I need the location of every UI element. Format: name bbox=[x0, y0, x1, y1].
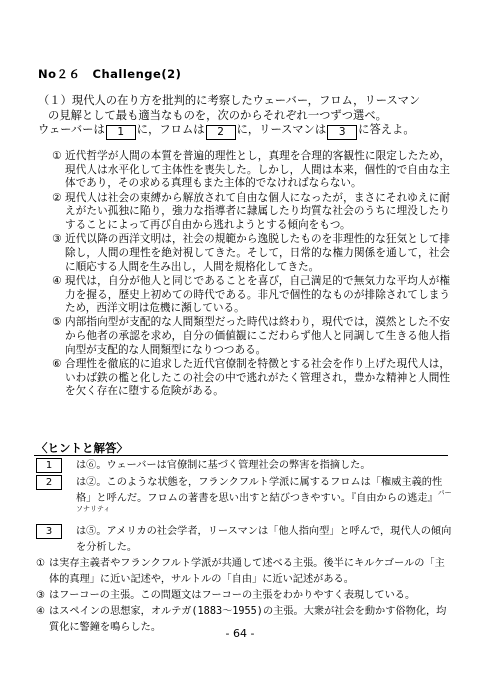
question-text bbox=[38, 94, 450, 140]
question-line-1: （１）現代人の在り方を批判的に考察したウェーバー，フロム，リースマン bbox=[38, 94, 421, 107]
ruby-annotation: パーソナリティ bbox=[76, 489, 452, 513]
note-text: はフーコーの主張。この問題文はフーコーの主張をわかりやすく表現している。 bbox=[49, 590, 416, 601]
option-2 bbox=[52, 192, 450, 233]
hint-text-3: は⑤。アメリカの社会学者，リースマンは「他人指向型」と呼んで，現代人の傾向を分析した。 bbox=[76, 526, 452, 553]
option-text: 現代は，自分が他人と同じであることを喜び，自己満足的で無気力な平均人が権力を握る，歴史上初めての時代である。非凡で個性的なものが排除されてしまうため，西洋文明は危機に瀕している。 bbox=[65, 274, 450, 315]
answer-blank-2[interactable]: 2 bbox=[206, 125, 236, 140]
page-number: - 64 - bbox=[225, 627, 255, 640]
hints-heading: 〈ヒントと解答〉 bbox=[36, 441, 128, 455]
hint-box-3: 3 bbox=[36, 524, 62, 539]
option-text: 現代人は社会の束縛から解放されて自由な個人になったが，まさにそれゆえに耐えがたい孤独に陥り，強力な指導者に隷属したり均質な社会のうちに埋没したりすることによって再び自由から逃れようとする傾向をもつ。 bbox=[65, 191, 450, 232]
option-marker: ⑤ bbox=[52, 316, 62, 329]
prompt-riesman: に，リースマンは bbox=[236, 123, 327, 136]
hint-row-2 bbox=[36, 475, 452, 523]
note-marker: ① bbox=[36, 558, 46, 569]
answer-blank-1[interactable]: 1 bbox=[106, 125, 136, 140]
option-1 bbox=[52, 150, 450, 191]
option-marker: ② bbox=[52, 191, 62, 204]
question-line-3 bbox=[38, 123, 450, 140]
prompt-fromm: に，フロムは bbox=[136, 123, 205, 136]
option-6 bbox=[52, 358, 450, 399]
option-5 bbox=[52, 316, 450, 357]
option-text: 近代以降の西洋文明は，社会の規範から逸脱したものを非理性的な狂気として排除し，人間の理性を絶対視してきた。そして，日常的な権力関係を通して，社会に順応する人間を生み出し，人間を規格化してきた。 bbox=[65, 233, 450, 273]
hint-row-1 bbox=[36, 458, 452, 474]
hint-note-1 bbox=[36, 556, 452, 588]
option-4 bbox=[52, 275, 450, 316]
hint-note-3 bbox=[36, 588, 452, 604]
note-text: はスペインの思想家，オルテガ(1883～1955)の主張。大衆が社会を動かす俗物化，均質化に警鐘を鳴らした。 bbox=[49, 606, 447, 633]
option-marker: ① bbox=[52, 150, 62, 162]
answer-options bbox=[52, 150, 450, 400]
hint-box-1: 1 bbox=[36, 458, 62, 473]
question-line-2: の見解として最も適当なものを，次のからそれぞれ一つずつ選べ。 bbox=[48, 108, 387, 122]
option-marker: ④ bbox=[52, 274, 62, 287]
answer-blank-3[interactable]: 3 bbox=[327, 125, 357, 140]
option-marker: ③ bbox=[52, 233, 62, 246]
page-title: No２６ Challenge(2) bbox=[38, 67, 182, 81]
hint-box-2: 2 bbox=[36, 475, 62, 490]
option-text: 内部指向型が支配的な人間類型だった時代は終わり，現代では，漠然とした不安から他者の承認を求め，自分の価値観にこだわらず他人と同調して生きる他人指向型が支配的な人間類型になりつつある。 bbox=[65, 316, 450, 356]
option-marker: ⑥ bbox=[52, 358, 62, 371]
prompt-weber: ウェーバーは bbox=[38, 123, 105, 136]
note-text: は実存主義者やフランクフルト学派が共通して述べる主張。後半にキルケゴールの「主体的真理」に近い記述や，サルトルの「自由」に近い記述がある。 bbox=[49, 558, 445, 585]
note-marker: ④ bbox=[36, 606, 46, 617]
option-text: 合理性を徹底的に追求した近代官僚制を特徴とする社会を作り上げた現代人は，いわば鉄の檻と化したこの社会の中で逃れがたく管理され，豊かな精神と人間性を欠く存在に堕する危険がある。 bbox=[65, 358, 450, 398]
hints-section bbox=[36, 457, 452, 636]
hints-divider bbox=[34, 455, 448, 456]
prompt-end: に答えよ。 bbox=[358, 123, 415, 136]
hint-text-2 bbox=[76, 475, 452, 523]
hint-text-1: は⑥。ウェーバーは官僚制に基づく管理社会の弊害を指摘した。 bbox=[76, 460, 371, 471]
note-marker: ③ bbox=[36, 590, 46, 601]
option-3 bbox=[52, 233, 450, 274]
option-text: 近代哲学が人間の本質を普遍的理性とし，真理を合理的客観性に限定したため，現代人は水平化して主体性を喪失した。しかし，人間は本来，個性的で自由な主体であり，その求める真理もまた主体的でなければならない。 bbox=[65, 150, 450, 190]
hint-text-2-body: は②。このような状態を，フランクフルト学派に属するフロムは「権威主義的性 格」と呼んだ。フロムの著書を思い出すと結びつきやすい。『自由からの逃走』 bbox=[76, 477, 453, 504]
hint-row-3 bbox=[36, 524, 452, 556]
